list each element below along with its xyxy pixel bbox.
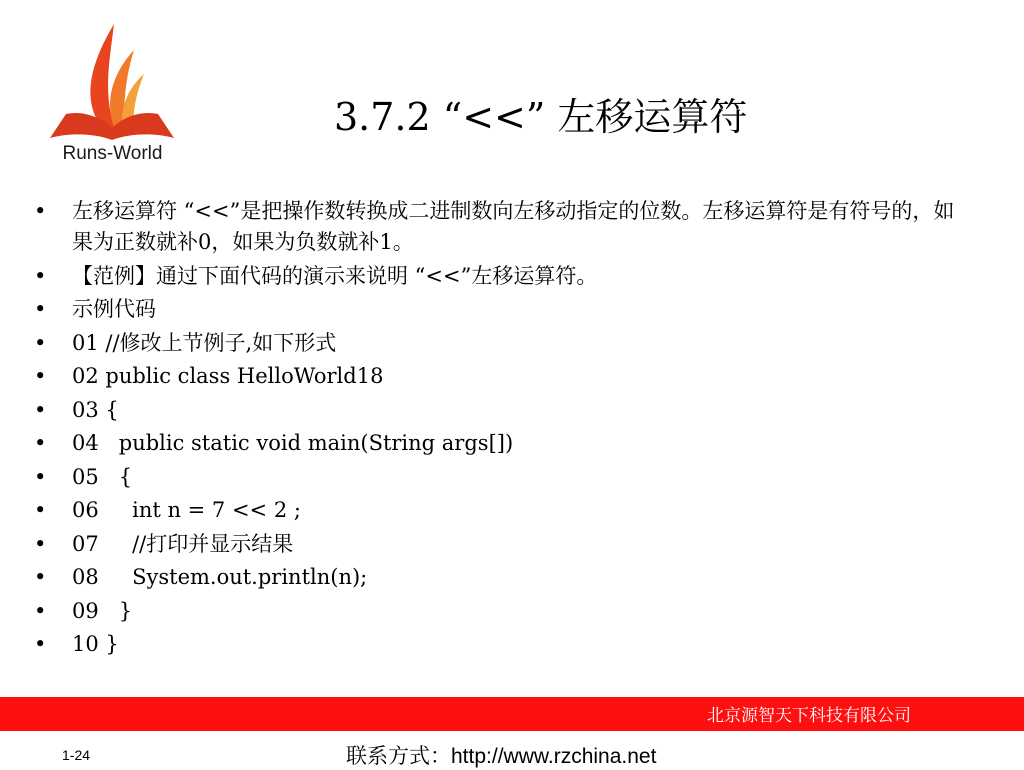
list-item	[34, 495, 974, 526]
bullet-marker: •	[34, 397, 47, 422]
bullet-marker: •	[34, 531, 47, 556]
bullet-marker: •	[34, 263, 47, 288]
code-line: 07 //打印并显示结果	[72, 531, 294, 556]
bullet-text: 示例代码	[72, 297, 156, 321]
contact-info	[346, 740, 656, 770]
list-item	[34, 196, 974, 258]
bullet-marker: •	[34, 464, 47, 489]
bullet-text: 【范例】通过下面代码的演示来说明 “<<”左移运算符。	[72, 263, 598, 288]
list-item	[34, 261, 974, 292]
code-line: 03 {	[72, 397, 119, 422]
list-item	[34, 428, 974, 459]
bullet-list	[34, 196, 974, 663]
contact-label: 联系方式：	[346, 744, 451, 768]
bullet-marker: •	[34, 565, 47, 589]
code-line: 04 public static void main(String args[])	[72, 431, 514, 455]
code-line: 09 }	[72, 598, 133, 623]
bullet-marker: •	[34, 498, 47, 522]
contact-url[interactable]: http://www.rzchina.net	[451, 745, 657, 768]
bullet-text: 左移运算符 “<<”是把操作数转换成二进制数向左移动指定的位数。左移运算符是有符号的，如果为正数就补0，如果为负数就补1。	[72, 199, 955, 254]
bullet-marker: •	[34, 598, 47, 623]
list-item	[34, 596, 974, 627]
list-item	[34, 361, 974, 392]
bullet-marker: •	[34, 330, 47, 355]
list-item	[34, 395, 974, 426]
list-item	[34, 562, 974, 593]
list-item	[34, 294, 974, 325]
logo-text: Runs-World	[62, 143, 163, 164]
code-line: 05 {	[72, 464, 133, 489]
code-line: 06 int n = 7 << 2 ;	[72, 498, 301, 522]
code-line: 10 }	[72, 632, 119, 656]
footer-bar	[0, 697, 1024, 731]
list-item	[34, 629, 974, 660]
code-line: 01 //修改上节例子,如下形式	[72, 330, 337, 355]
bullet-marker: •	[34, 297, 47, 321]
company-name: 北京源智天下科技有限公司	[707, 706, 911, 726]
code-line: 02 public class HelloWorld18	[72, 364, 384, 388]
list-item	[34, 328, 974, 359]
bullet-marker: •	[34, 632, 47, 656]
code-line: 08 System.out.println(n);	[72, 565, 368, 589]
bullet-marker: •	[34, 431, 47, 455]
slide-title: 3.7.2 “<<” 左移运算符	[334, 95, 748, 139]
list-item	[34, 529, 974, 560]
bullet-marker: •	[34, 199, 47, 223]
list-item	[34, 462, 974, 493]
bullet-marker: •	[34, 364, 47, 388]
page-number: 1-24	[62, 747, 91, 763]
